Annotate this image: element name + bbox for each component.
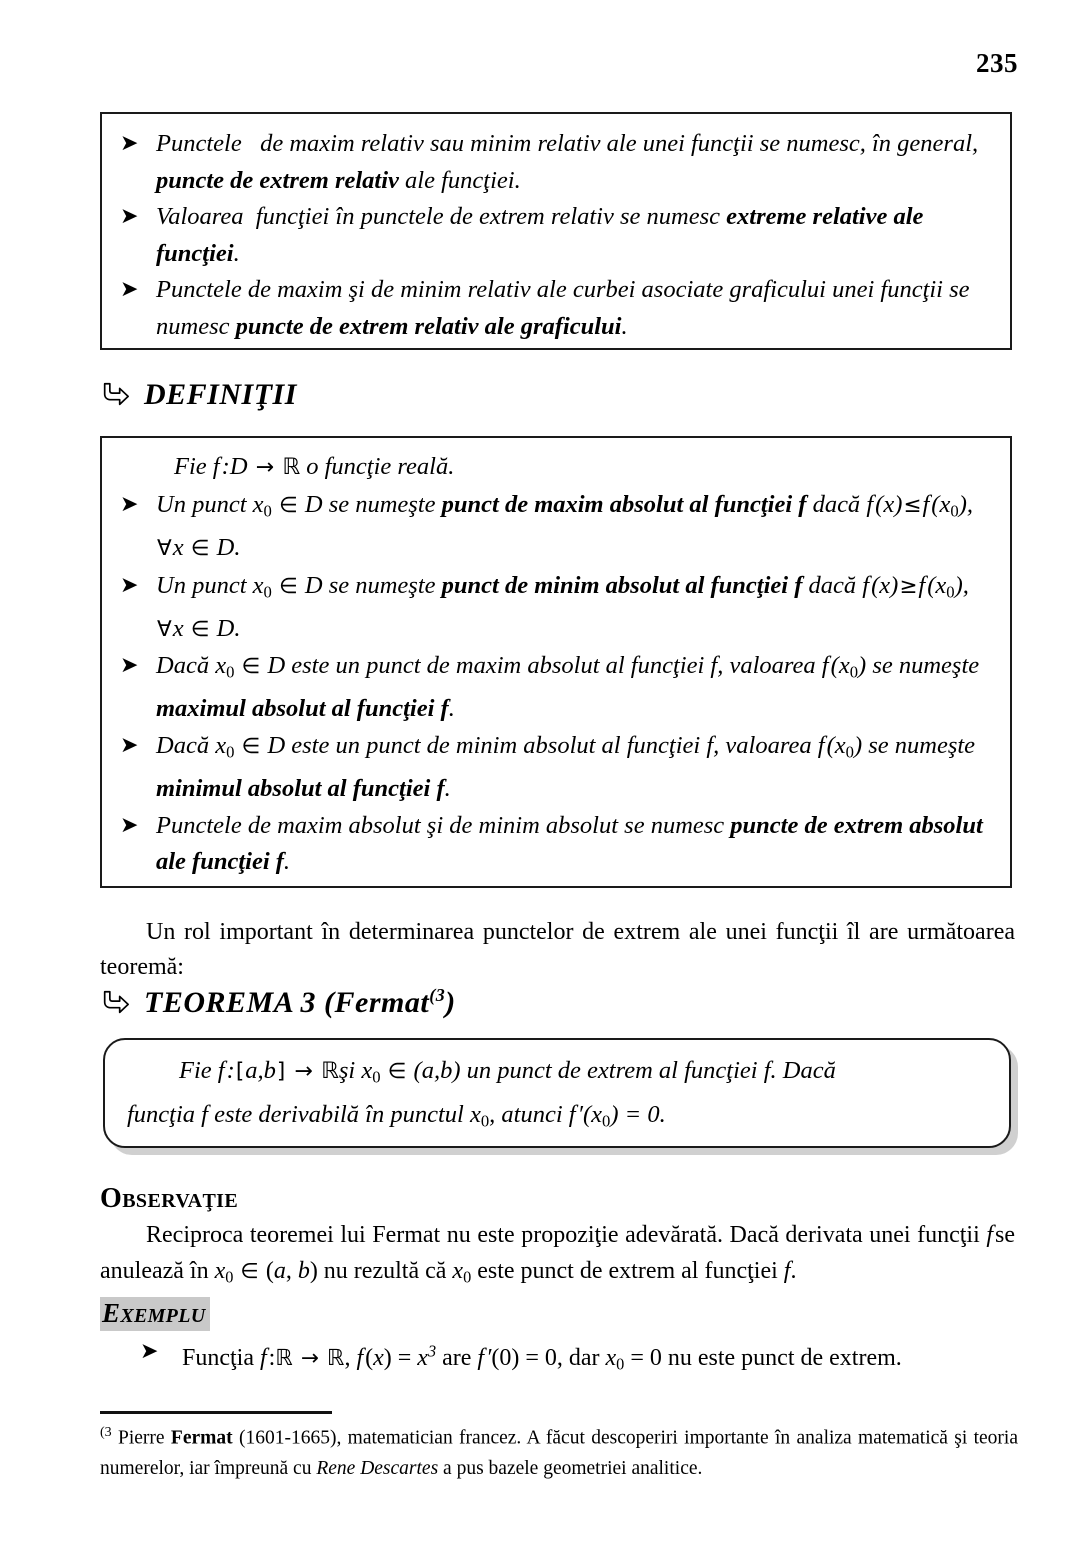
section-title: DEFINIŢII bbox=[144, 378, 297, 411]
page-number: 235 bbox=[976, 48, 1018, 78]
hand-pointing-right-icon bbox=[100, 988, 130, 1018]
section-title-end: ) bbox=[445, 986, 456, 1019]
footnote-marker: (3 bbox=[100, 1425, 112, 1440]
arrow-bullet-icon: ➤ bbox=[120, 203, 139, 228]
list-item bbox=[112, 487, 996, 568]
list-item bbox=[112, 568, 996, 649]
list-item-text: Un punct $x_0$ ∈ D se numeşte punct de maxim absolut al funcţiei f dacă f (x)≤f $(x_0)$, ∀x ∈ D. bbox=[156, 491, 973, 562]
arrow-bullet-icon: ➤ bbox=[120, 811, 139, 837]
list-item-text: Un punct $x_0$ ∈ D se numeşte punct de minim absolut al funcţiei f dacă f (x)≥f $(x_0)$, ∀x ∈ D. bbox=[156, 571, 969, 642]
arrow-bullet-icon: ➤ bbox=[120, 491, 139, 516]
exemplu-list bbox=[140, 1333, 1020, 1383]
list-item-text: Dacă $x_0$ ∈ D este un punct de minim absolut al funcţiei f, valoarea f $(x_0)$ se numeşte minimul absolut al funcţiei f. bbox=[156, 731, 976, 803]
heading-exemplu bbox=[100, 1297, 210, 1331]
list-item-text: Punctele de maxim absolut şi de minim absolut se numesc puncte de extrem absolut ale funcţiei f. bbox=[156, 811, 983, 876]
arrow-bullet-icon: ➤ bbox=[140, 1338, 159, 1363]
section-heading-definitii bbox=[100, 378, 297, 412]
list-item-text: Punctele de maxim şi de minim relativ ale curbei asociate graficului unei funcţii se numesc puncte de extrem relativ ale graficului. bbox=[156, 276, 970, 340]
list-item bbox=[112, 272, 992, 345]
arrow-bullet-icon: ➤ bbox=[120, 130, 139, 155]
list-item-text: Valoarea funcţiei în punctele de extrem relativ se numesc extreme relative ale funcţiei. bbox=[156, 203, 924, 267]
list-item bbox=[112, 728, 996, 808]
footnote-text: $^{(3}$ Pierre Fermat (1601-1665), matematician francez. A făcut descoperiri importante în analiza matematică şi teoria numerelor, iar împreună cu Rene Descartes a pus bazele geometriei analitice. bbox=[100, 1425, 1018, 1479]
hand-pointing-right-icon bbox=[100, 380, 130, 410]
list-item bbox=[112, 199, 992, 272]
list-item-text: Dacă $x_0$ ∈ D este un punct de maxim absolut al funcţiei f, valoarea f $(x_0)$ se numeşte maximul absolut al funcţiei f. bbox=[156, 652, 980, 723]
theorem-box bbox=[103, 1038, 1011, 1148]
list-item bbox=[112, 808, 996, 881]
relative-extremes-list bbox=[112, 126, 992, 345]
footnote-person: Rene Descartes bbox=[316, 1457, 439, 1479]
footnote-reference: (3 bbox=[429, 985, 446, 1005]
relative-extremes-box bbox=[100, 112, 1012, 350]
definitions-box bbox=[100, 436, 1012, 888]
list-item-text: Funcţia f :ℝ → ℝ, f $(x) = x^3$ are f ′(0) = 0, dar $x_0 = 0$ nu este punct de extrem. bbox=[182, 1342, 902, 1375]
theorem-line-2: funcţia f este derivabilă în punctul $x_0$, atunci f $'(x_0) = 0$. bbox=[127, 1100, 666, 1131]
paragraph-observatie: Reciproca teoremei lui Fermat nu este propoziţie adevărată. Dacă derivata unei funcţii f se anulează în $x_0$ ∈ (a, b) nu rezultă că $x_0$ este punct de extrem al funcţiei f. bbox=[100, 1222, 1015, 1287]
list-item-text: Punctele de maxim relativ sau minim relativ ale unei funcţii se numesc, în general, puncte de extrem relativ ale funcţiei. bbox=[156, 130, 979, 194]
definitions-list bbox=[112, 487, 996, 881]
list-item bbox=[112, 648, 996, 728]
observatie-initial: O bbox=[100, 1183, 123, 1214]
section-title-main: TEOREMA 3 (Fermat bbox=[144, 986, 430, 1019]
arrow-bullet-icon: ➤ bbox=[120, 276, 139, 301]
footnote-separator bbox=[100, 1411, 332, 1414]
exemplu-rest: XEMPLU bbox=[120, 1305, 206, 1327]
list-item bbox=[112, 126, 992, 199]
definitions-lead-line: Fie f :D → ℝ o funcţie reală. bbox=[174, 453, 455, 480]
arrow-bullet-icon: ➤ bbox=[120, 731, 139, 757]
exemplu-initial: E bbox=[102, 1298, 121, 1328]
paragraph-text: Un rol important în determinarea punctelor de extrem ale unei funcţii îl are următoarea teoremă: bbox=[100, 919, 1015, 980]
arrow-bullet-icon: ➤ bbox=[120, 571, 139, 597]
paragraph-rol bbox=[100, 915, 1015, 985]
section-title bbox=[144, 985, 456, 1020]
heading-observatie bbox=[100, 1183, 238, 1215]
observatie-rest: BSERVAŢIE bbox=[122, 1190, 239, 1212]
footnote-name: Fermat bbox=[170, 1427, 233, 1449]
arrow-bullet-icon: ➤ bbox=[120, 652, 139, 678]
theorem-line-1: Fie f :[a,b] → ℝşi $x_0$ ∈ (a,b) un punct de extrem al funcţiei f. Dacă bbox=[179, 1057, 836, 1087]
list-item bbox=[140, 1333, 1020, 1383]
section-heading-teorema bbox=[100, 985, 456, 1020]
